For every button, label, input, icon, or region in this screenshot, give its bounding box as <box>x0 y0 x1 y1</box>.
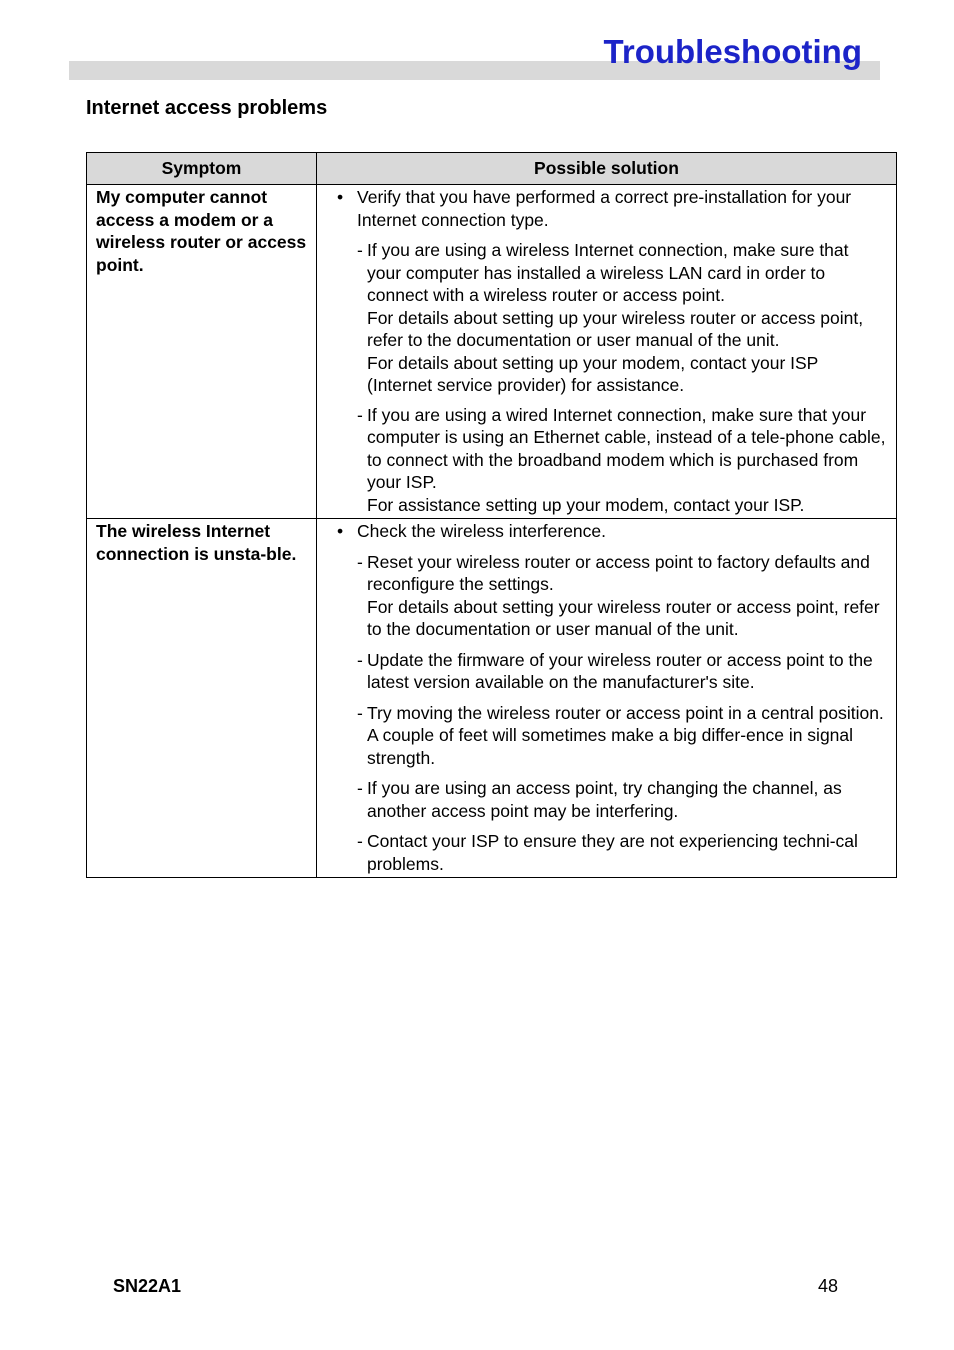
model-number: SN22A1 <box>113 1276 182 1296</box>
solution-item-text: If you are using a wired Internet connection, make sure that your computer is using an Ethernet cable, instead of a tele-phone cable, to connect with the broadband modem which is purchased from your ISP. For assistance setting up your modem, contact your ISP. <box>367 404 886 515</box>
solution-item <box>337 404 886 517</box>
solution-cell <box>317 519 897 878</box>
symptom-column-header: Symptom <box>87 153 317 185</box>
solution-item <box>337 702 886 770</box>
section-title: Internet access problems <box>86 97 328 119</box>
bullet-text: Check the wireless interference. <box>357 521 606 541</box>
solution-item <box>337 239 886 397</box>
table-row <box>87 185 897 519</box>
solution-cell <box>317 185 897 519</box>
page-number: 48 <box>818 1276 839 1296</box>
bullet-text: Verify that you have performed a correct pre-installation for your Internet connection type. <box>357 187 852 230</box>
symptom-text: The wireless Internet connection is unsta-ble. <box>96 521 297 564</box>
table-row <box>87 519 897 878</box>
dash-icon: - <box>357 404 363 425</box>
solution-item-text: If you are using a wireless Internet connection, make sure that your computer has installed a wireless LAN card in order to connect with a wireless router or access point. For details about setting up your wireless router or access point, refer to the documentation or user manual of the unit. For details about setting up your modem, contact your ISP (Internet service provider) for assistance. <box>367 240 864 395</box>
table-header-row <box>87 153 897 185</box>
solution-item <box>337 649 886 694</box>
dash-icon: - <box>357 649 363 670</box>
solution-item <box>337 830 886 875</box>
solution-item-text: Reset your wireless router or access point to factory defaults and reconfigure the settings. For details about setting your wireless router or access point, refer to the documentation or user manual of the unit. <box>367 551 880 639</box>
bullet-icon: • <box>337 187 344 207</box>
solution-item-text: Try moving the wireless router or access point in a central position. A couple of feet will sometimes make a big differ-ence in signal strength. <box>367 702 884 768</box>
page-title: Troubleshooting <box>603 33 862 70</box>
solution-item <box>337 777 886 822</box>
bullet-icon: • <box>337 521 344 541</box>
dash-icon: - <box>357 240 363 260</box>
troubleshooting-table <box>86 152 897 878</box>
solution-column-header: Possible solution <box>317 153 897 185</box>
dash-icon: - <box>357 831 363 851</box>
symptom-text: My computer cannot access a modem or a wireless router or access point. <box>96 187 307 275</box>
dash-icon: - <box>357 702 363 723</box>
solution-item-text: If you are using an access point, try changing the channel, as another access point may be interfering. <box>367 778 842 821</box>
solution-item-text: Contact your ISP to ensure they are not experiencing techni-cal problems. <box>367 831 858 874</box>
dash-icon: - <box>357 551 363 572</box>
solution-item-text: Update the firmware of your wireless router or access point to the latest version available on the manufacturer's site. <box>367 649 873 692</box>
symptom-cell <box>87 519 317 878</box>
solution-item <box>337 551 886 641</box>
symptom-cell <box>87 185 317 519</box>
solution-bullet <box>337 186 886 231</box>
dash-icon: - <box>357 778 363 798</box>
solution-bullet <box>337 520 886 543</box>
